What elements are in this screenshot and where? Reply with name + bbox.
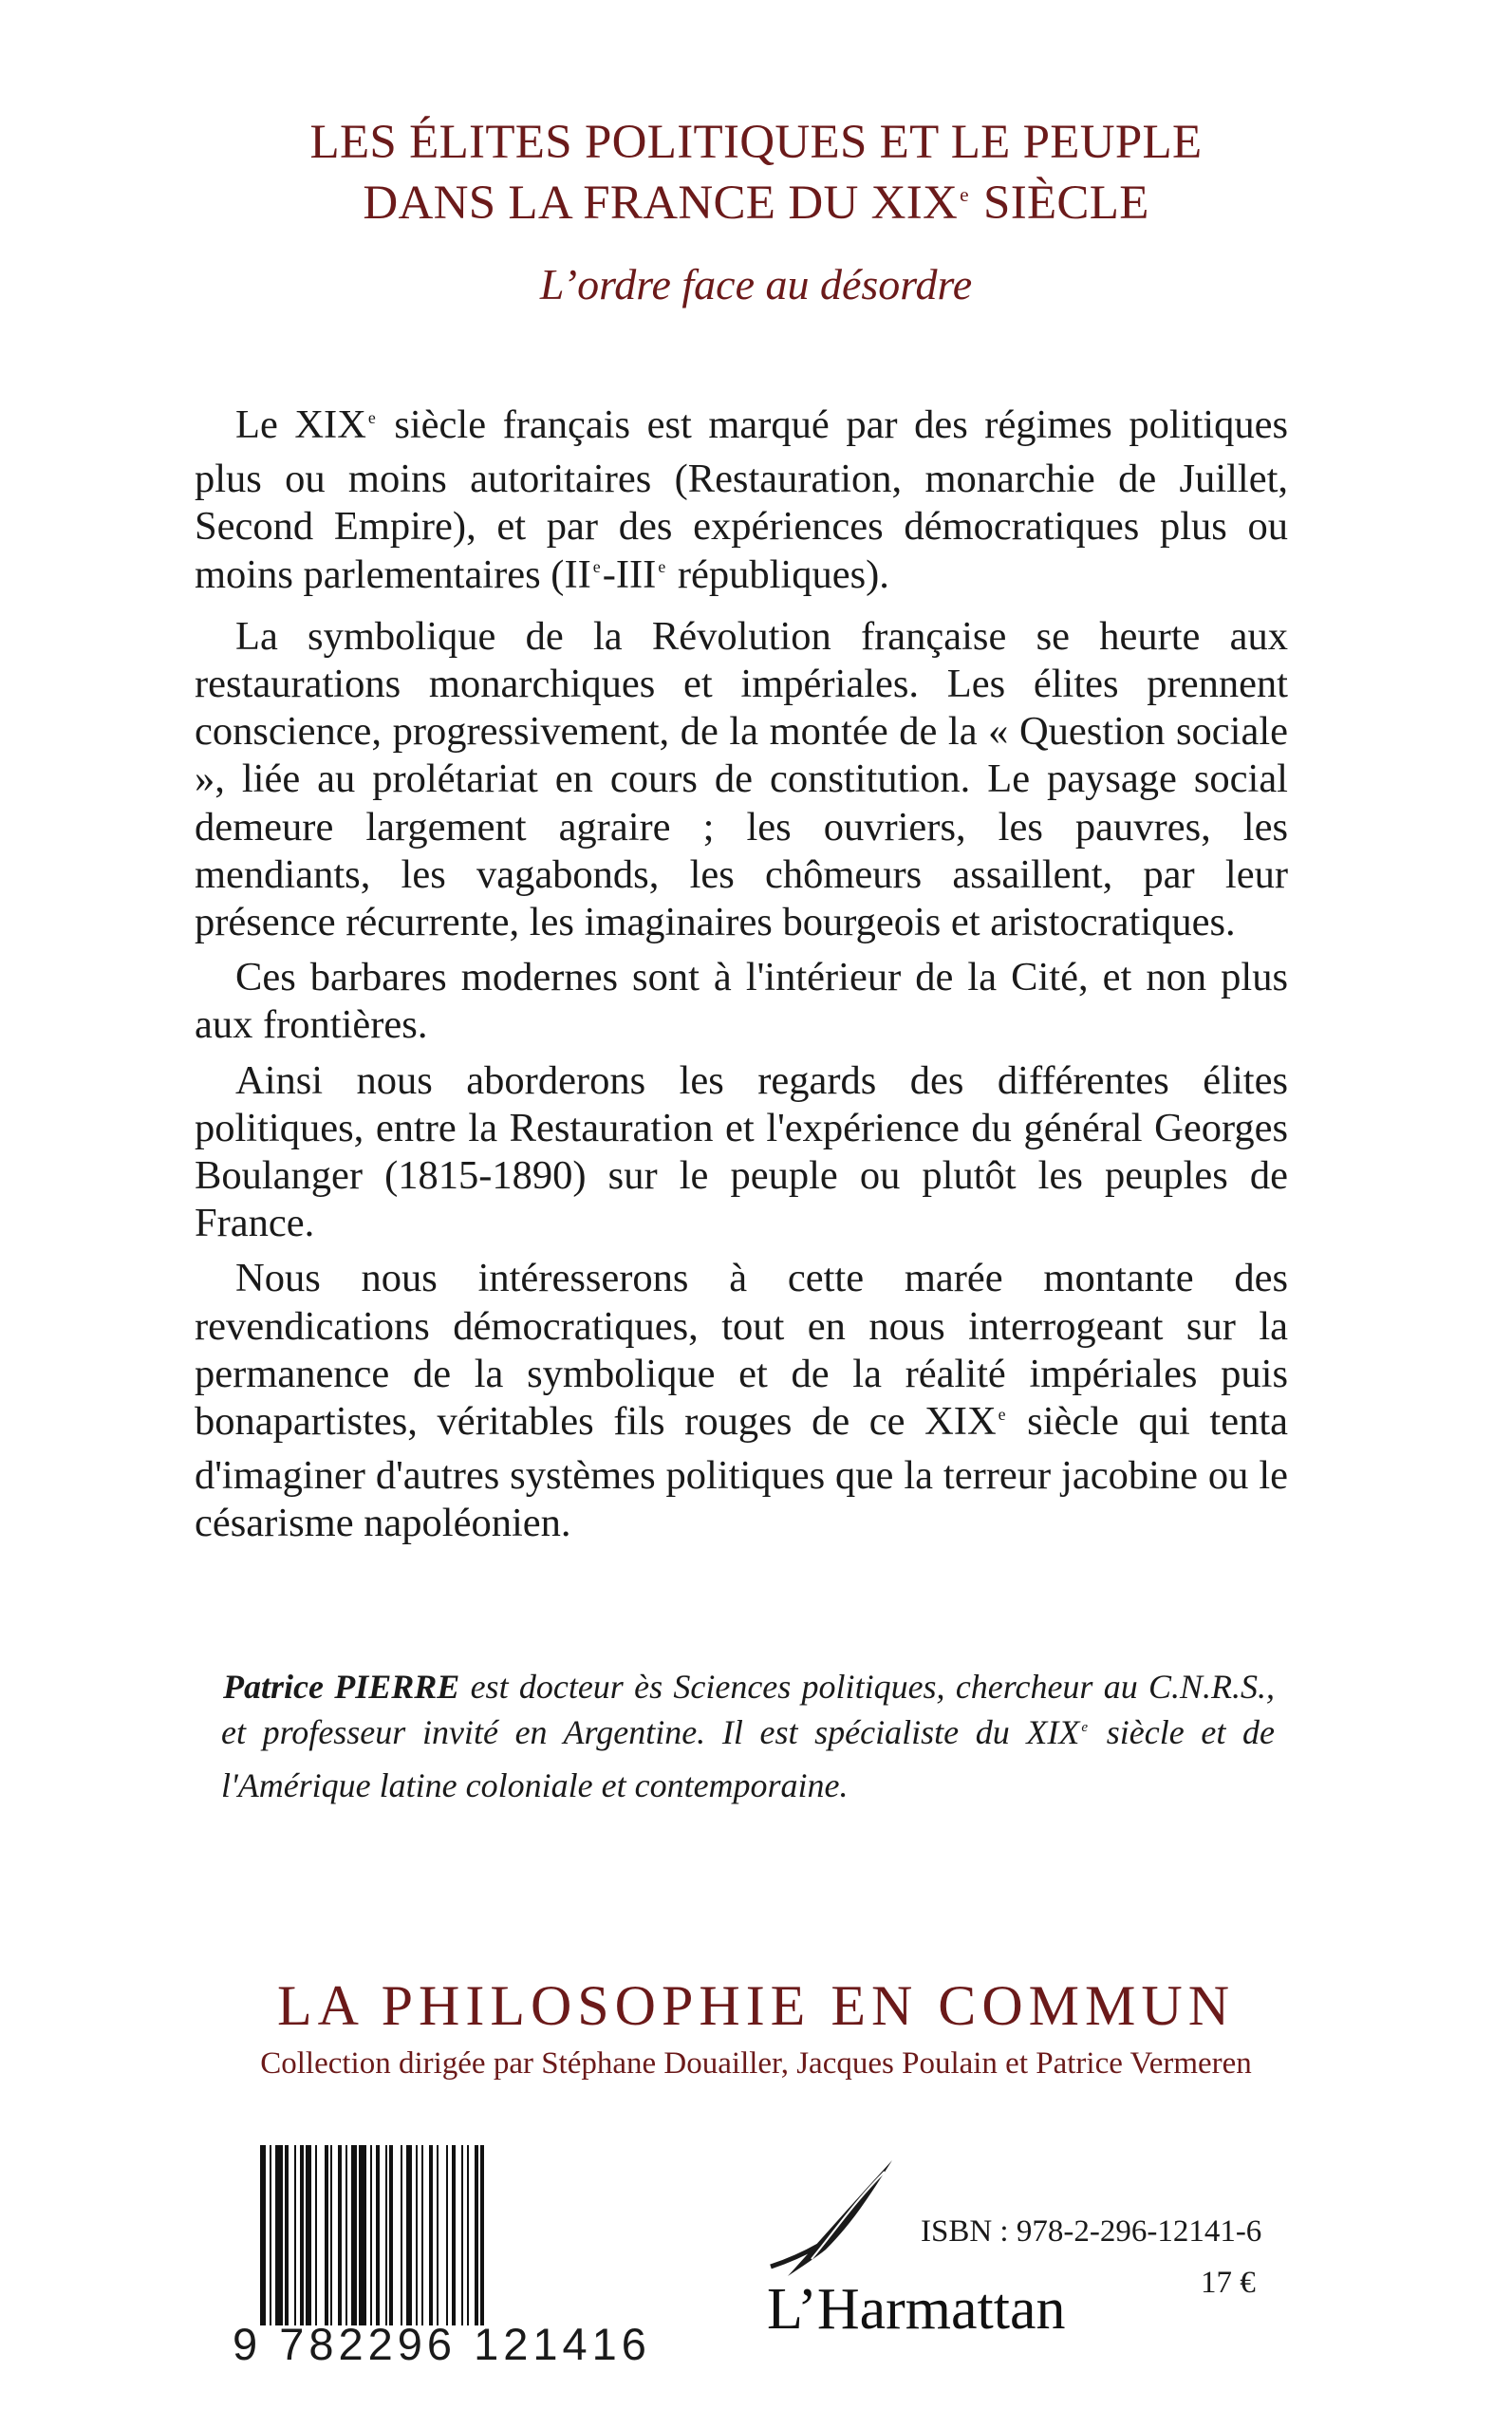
- barcode-bar: [452, 2145, 456, 2325]
- p5-sup: e: [998, 1404, 1006, 1424]
- barcode-bar: [315, 2145, 317, 2325]
- p5-text-b: siècle qui tenta d'imaginer d'autres systèmes politiques que la terreur jacobine ou le césarisme napoléonien.: [195, 1399, 1288, 1546]
- barcode-bar: [421, 2145, 423, 2325]
- barcode-bar: [270, 2145, 271, 2325]
- barcode-bar: [359, 2145, 366, 2325]
- barcode-bar: [401, 2145, 402, 2325]
- p5-text-a: Nous nous intéresserons à cette marée montante des revendications démocratiques, tout en nous interrogeant sur la permanence de la symbolique et de la réalité impériales puis bonapartistes, véritables fils rouges de ce XIX: [195, 1256, 1288, 1445]
- blurb-paragraph-2: La symbolique de la Révolution française se heurte aux restaurations monarchiques et impériales. Les élites prennent conscience, progressivement, de la montée de la « Question sociale », liée au prolétariat en cours de constitution. Le paysage social demeure largement agraire ; les ouvriers, les pauvres, les mendiants, les vagabonds, les chômeurs assaillent, par leur présence récurrente, les imaginaires bourgeois et aristocratiques.: [195, 613, 1288, 945]
- barcode-bar: [306, 2145, 311, 2325]
- title-line-2: [0, 173, 1512, 242]
- barcode-bar: [467, 2145, 469, 2325]
- book-title: [0, 112, 1512, 242]
- barcode-bar: [406, 2145, 412, 2325]
- price: 17 €: [1201, 2266, 1256, 2300]
- barcode-bar: [385, 2145, 387, 2325]
- p1-text-a: Le XIX: [235, 402, 366, 447]
- author-bio-sup: e: [1081, 1720, 1089, 1736]
- barcode-bar: [351, 2145, 357, 2325]
- feather-quill-icon: [759, 2155, 902, 2278]
- barcode-bar: [461, 2145, 463, 2325]
- p1-sup-2: e: [592, 557, 601, 577]
- collection-name: LA PHILOSOPHIE EN COMMUN: [276, 1974, 1236, 2037]
- barcode-bar: [475, 2145, 478, 2325]
- title-line-1: LES ÉLITES POLITIQUES ET LE PEUPLE: [309, 116, 1203, 169]
- blurb-paragraph-4: Ainsi nous aborderons les regards des différentes élites politiques, entre la Restauration et l'expérience du général Georges Boulanger (1815-1890) sur le peuple ou plutôt les peuples de France.: [195, 1057, 1288, 1246]
- author-name: Patrice PIERRE: [223, 1668, 460, 1706]
- p1-sup: e: [367, 407, 376, 427]
- blurb: [195, 402, 1288, 1556]
- barcode-digits: 9 782296 121416: [233, 2319, 651, 2369]
- blurb-paragraph-1: [195, 402, 1288, 606]
- title-line-2-text: DANS LA FRANCE DU XIX: [363, 177, 959, 230]
- barcode-icon: [256, 2145, 736, 2325]
- isbn: ISBN : 978-2-296-12141-6: [921, 2214, 1262, 2249]
- barcode-bar: [429, 2145, 433, 2325]
- p1-text-b: siècle français est marqué par des régimes politiques plus ou moins autoritaires (Restauration, monarchie de Juillet, Second Empire), et par des expériences démocratiques plus ou moins parlementaires (II: [195, 402, 1288, 597]
- book-subtitle: L’ordre face au désordre: [539, 260, 973, 308]
- publisher-name: L’Harmattan: [767, 2277, 1066, 2342]
- title-line-2-end: SIÈCLE: [970, 177, 1149, 230]
- barcode-bar: [285, 2145, 289, 2325]
- barcode-bar: [480, 2145, 484, 2325]
- author-bio: [221, 1664, 1275, 1808]
- barcode-bar: [330, 2145, 332, 2325]
- barcode-bar: [370, 2145, 372, 2325]
- barcode-bar: [260, 2145, 266, 2325]
- barcode-bar: [376, 2145, 380, 2325]
- barcode-bar: [294, 2145, 296, 2325]
- collection-directors: Collection dirigée par Stéphane Douailler, Jacques Poulain et Patrice Vermeren: [260, 2046, 1252, 2081]
- barcode-bar: [416, 2145, 418, 2325]
- title-superscript: e: [960, 182, 969, 206]
- barcode-bar: [446, 2145, 448, 2325]
- p1-text-d: républiques).: [667, 551, 889, 597]
- barcode-bar: [300, 2145, 304, 2325]
- author-bio-text-b: siècle et de l'Amérique latine coloniale et contemporaine.: [221, 1713, 1275, 1804]
- author-bio-text-a: est docteur ès Sciences politiques, chercheur au C.N.R.S., et professeur invité en Argentine. Il est spécialiste du XIX: [221, 1668, 1275, 1751]
- barcode-bar: [325, 2145, 328, 2325]
- p1-text-c: -III: [602, 551, 657, 597]
- barcode-bar: [437, 2145, 439, 2325]
- barcode-bar: [345, 2145, 347, 2325]
- blurb-paragraph-5: [195, 1255, 1288, 1547]
- blurb-paragraph-3: Ces barbares modernes sont à l'intérieur de la Cité, et non plus aux frontières.: [195, 955, 1288, 1048]
- barcode-bar: [338, 2145, 342, 2325]
- barcode-bar: [275, 2145, 283, 2325]
- barcode-bar: [389, 2145, 393, 2325]
- p1-sup-3: e: [658, 557, 666, 577]
